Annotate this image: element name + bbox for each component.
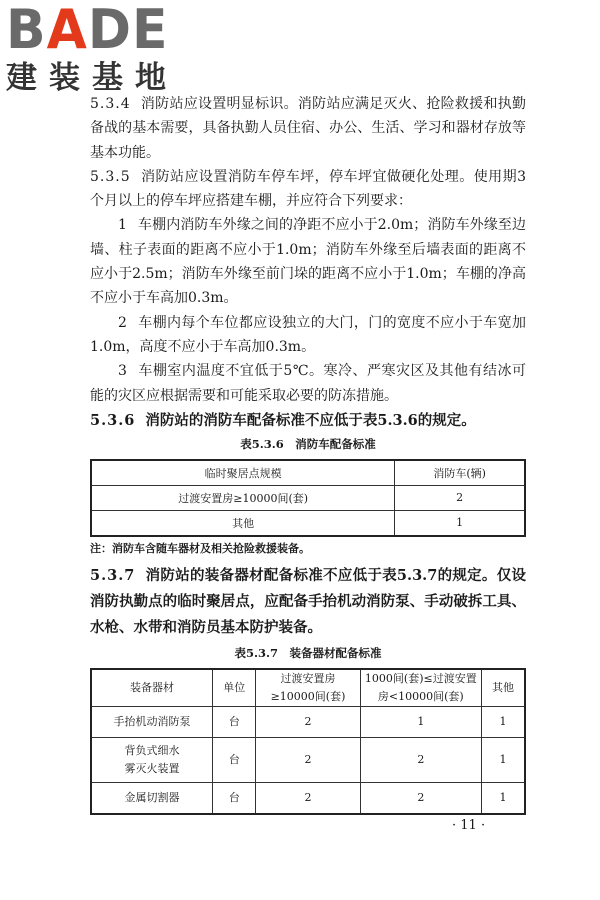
logo-subtitle: 建装基地 — [6, 60, 178, 96]
table-cell: 2 — [256, 706, 360, 737]
table-header-row — [91, 460, 525, 486]
table-5-3-7-caption: 表5.3.7 装备器材配备标准 — [234, 645, 382, 660]
table-cell: 手抬机动消防泵 — [91, 706, 213, 737]
table-cell: 台 — [213, 782, 256, 814]
table-header-cell: 装备器材 — [91, 669, 213, 707]
table-row — [91, 485, 525, 510]
table-row — [91, 706, 525, 737]
page-number: · 11 · — [452, 818, 486, 833]
table-note: 注：消防车含随车器材及相关抢险救援装备。 — [90, 541, 310, 555]
brand-logo — [6, 0, 178, 96]
table-row — [91, 782, 525, 814]
clause-number: 5.3.4 — [90, 96, 131, 112]
table-cell: 2 — [256, 782, 360, 814]
table-header-cell: 单位 — [213, 669, 256, 707]
table-cell: 其他 — [91, 510, 395, 536]
table-cell: 1 — [482, 706, 525, 737]
table-cell: 2 — [360, 737, 482, 782]
table-header-row — [91, 669, 525, 707]
table-cell: 金属切割器 — [91, 782, 213, 814]
table-cell: 1 — [395, 510, 525, 536]
logo-accent-letter: A — [46, 0, 88, 62]
clause-5-3-5: 5.3.5 消防站应设置消防车停车坪，停车坪宜做硬化处理。使用期3个月以上的停车坪应搭建车棚，并应符合下列要求： — [90, 168, 526, 210]
logo-wordmark: BADE — [6, 0, 169, 62]
table-cell: 过渡安置房≥10000间(套) — [91, 485, 395, 510]
table-cell: 2 — [360, 782, 482, 814]
table-row — [91, 737, 525, 782]
table-cell: 2 — [395, 485, 525, 510]
table-header-cell: 临时聚居点规模 — [91, 460, 395, 486]
clause-5-3-5-item-1: 1 车棚内消防车外缘之间的净距不应小于2.0m；消防车外缘至边墙、柱子表面的距离不应小于1.0m；消防车外缘至后墙表面的距离不应小于2.5m；消防车外缘至前门垛的距离不应小于1.0m；车棚的净高不应小于车高加0.3m。 — [90, 217, 526, 307]
table-cell: 1 — [482, 782, 525, 814]
clause-5-3-5-item-3: 3 车棚室内温度不宜低于5℃。寒冷、严寒灾区及其他有结冰可能的灾区应根据需要和可能采取必要的防冻措施。 — [90, 363, 526, 404]
table-header-cell: 过渡安置房 ≥10000间(套) — [256, 669, 360, 707]
clause-number: 5.3.6 — [90, 411, 136, 429]
table-5-3-7 — [90, 668, 526, 815]
clause-5-3-4: 5.3.4 消防站应设置明显标识。消防站应满足灭火、抢险救援和执勤备战的基本需要，具备执勤人员住宿、办公、生活、学习和器材存放等基本功能。 — [90, 96, 526, 161]
table-cell: 台 — [213, 706, 256, 737]
table-header-cell: 消防车(辆) — [395, 460, 525, 486]
table-cell: 2 — [256, 737, 360, 782]
document-body — [90, 92, 526, 815]
clause-number: 5.3.5 — [90, 168, 131, 185]
clause-5-3-5-item-2: 2 车棚内每个车位都应设独立的大门，门的宽度不应小于车宽加1.0m，高度不应小于车高加0.3m。 — [90, 314, 526, 355]
table-header-cell: 1000间(套)≤过渡安置 房<10000间(套) — [360, 669, 482, 707]
clause-5-3-7: 5.3.7 消防站的装备器材配备标准不应低于表5.3.7的规定。仅设消防执勤点的临时聚居点，应配备手抬机动消防泵、手动破拆工具、水枪、水带和消防员基本防护装备。 — [90, 566, 526, 636]
table-cell: 台 — [213, 737, 256, 782]
table-cell: 背负式细水 雾灭火装置 — [91, 737, 213, 782]
clause-5-3-6: 5.3.6 消防站的消防车配备标准不应低于表5.3.6的规定。 — [90, 411, 476, 429]
table-header-cell: 其他 — [482, 669, 525, 707]
table-5-3-6-caption: 表5.3.6 消防车配备标准 — [240, 436, 376, 451]
table-cell: 1 — [360, 706, 482, 737]
table-cell: 1 — [482, 737, 525, 782]
table-5-3-6 — [90, 459, 526, 537]
clause-number: 5.3.7 — [90, 566, 136, 584]
table-row — [91, 510, 525, 536]
